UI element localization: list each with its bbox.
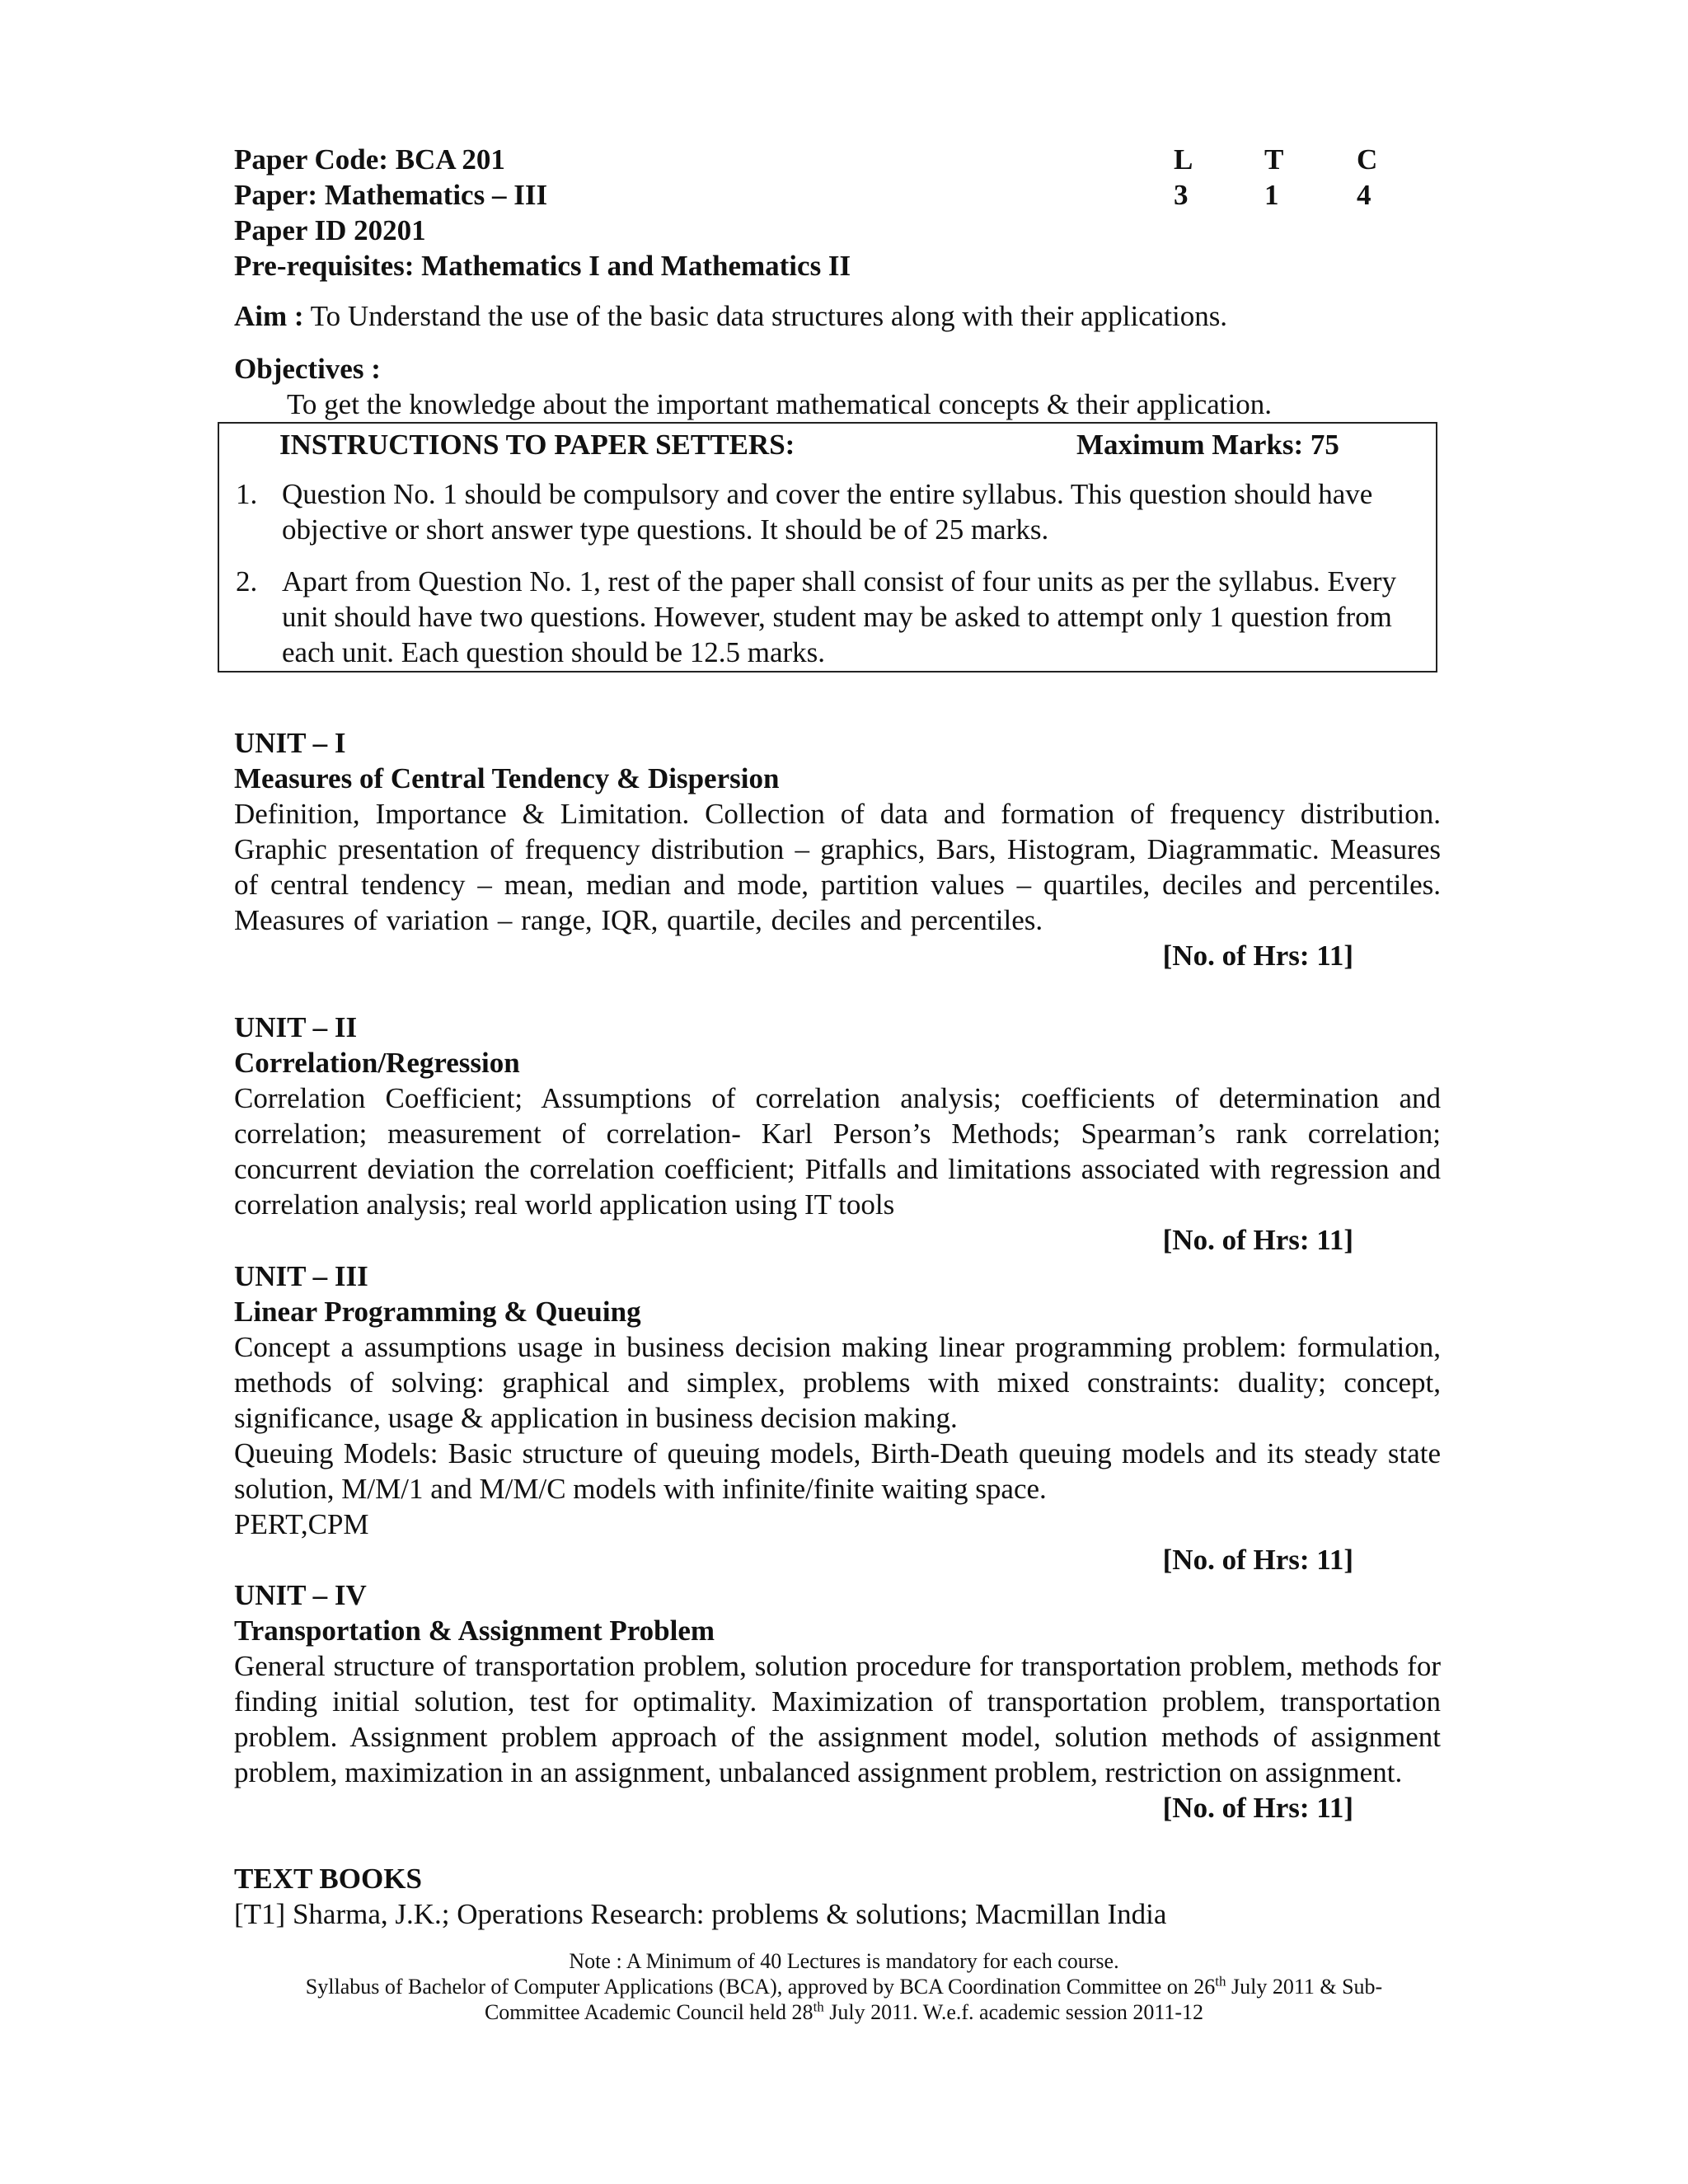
prerequisites: Pre-requisites: Mathematics I and Mathematics II xyxy=(234,250,851,282)
footer xyxy=(0,1948,1688,2025)
unit-4 xyxy=(234,1577,1441,1825)
objectives-section xyxy=(234,351,1441,422)
instructions-heading: INSTRUCTIONS TO PAPER SETTERS: xyxy=(279,429,795,461)
unit-2 xyxy=(234,1010,1441,1258)
objectives-text: To get the knowledge about the important mathematical concepts & their application. xyxy=(287,388,1272,420)
unit-title: UNIT – II xyxy=(234,1011,358,1043)
unit-subtitle: Correlation/Regression xyxy=(234,1047,520,1079)
maximum-marks: Maximum Marks: 75 xyxy=(1076,429,1339,461)
textbooks-heading: TEXT BOOKS xyxy=(234,1863,422,1895)
instruction-number: 1. xyxy=(236,478,258,510)
textbooks-section xyxy=(234,1861,1441,1932)
unit-body: General structure of transportation problem, solution procedure for transportation problem, methods for finding initial solution, test for optimality. Maximization of transportation problem, transportation problem. Assignment problem approach of the assignment model, solution methods of assignment problem, maximization in an assignment, unbalanced assignment problem, restriction on assignment. xyxy=(234,1650,1441,1788)
instruction-text: Apart from Question No. 1, rest of the paper shall consist of four units as per the syllabus. Every unit should have two questions. However, student may be asked to attempt only 1 question from each unit. Each question should be 12.5 marks. xyxy=(282,565,1397,668)
unit-hours: [No. of Hrs: 11] xyxy=(1162,1544,1353,1576)
footer-note: Note : A Minimum of 40 Lectures is mandatory for each course. xyxy=(569,1949,1119,1973)
footer-council-line: Committee Academic Council held 28th July 2011. W.e.f. academic session 2011-12 xyxy=(484,1999,1204,2024)
paper-id: Paper ID 20201 xyxy=(234,214,426,246)
unit-title: UNIT – IV xyxy=(234,1579,367,1611)
ltc-value-c: 4 xyxy=(1357,179,1372,211)
instructions-box xyxy=(218,422,1437,673)
ltc-label-c: C xyxy=(1357,143,1378,176)
unit-subtitle: Measures of Central Tendency & Dispersion xyxy=(234,762,780,794)
unit-body: Correlation Coefficient; Assumptions of correlation analysis; coefficients of determination and correlation; measurement of correlation- Karl Person’s Methods; Spearman’s rank correlation; concurrent deviation the correlation coefficient; Pitfalls and limitations associated with regression and correlation analysis; real world application using IT tools xyxy=(234,1082,1441,1221)
ltc-label-l: L xyxy=(1174,143,1193,176)
unit-title: UNIT – III xyxy=(234,1260,368,1292)
unit-1 xyxy=(234,725,1441,973)
aim-text: To Understand the use of the basic data structures along with their applications. xyxy=(303,300,1228,332)
paper-header xyxy=(234,142,1441,284)
unit-3 xyxy=(234,1258,1441,1577)
instruction-number: 2. xyxy=(236,565,258,598)
unit-title: UNIT – I xyxy=(234,727,346,759)
unit-body: Concept a assumptions usage in business decision making linear programming problem: formulation, methods of solving: graphical and simplex, problems with mixed constraints: duality; concept, significance, usage & application in business decision making. xyxy=(234,1331,1441,1434)
ltc-label-t: T xyxy=(1264,143,1284,176)
footer-approval-line: Syllabus of Bachelor of Computer Applications (BCA), approved by BCA Coordination Committee on 26th July 2011 & Sub- xyxy=(305,1973,1383,1999)
aim-label: Aim : xyxy=(234,300,304,332)
unit-subtitle: Transportation & Assignment Problem xyxy=(234,1615,715,1647)
ltc-value-l: 3 xyxy=(1174,179,1189,211)
aim-section xyxy=(234,298,1441,334)
paper-title: Paper: Mathematics – III xyxy=(234,179,548,211)
unit-body-pert: PERT,CPM xyxy=(234,1508,369,1540)
unit-subtitle: Linear Programming & Queuing xyxy=(234,1296,641,1328)
unit-hours: [No. of Hrs: 11] xyxy=(1162,1792,1353,1824)
ltc-value-t: 1 xyxy=(1264,179,1279,211)
unit-body: Definition, Importance & Limitation. Collection of data and formation of frequency distribution. Graphic presentation of frequency distribution – graphics, Bars, Histogram, Diagrammatic. Measures of central tendency – mean, median and mode, partition values – quartiles, deciles and percentiles. Measures of variation – range, IQR, quartile, deciles and percentiles. xyxy=(234,798,1441,936)
unit-body-queuing: Queuing Models: Basic structure of queuing models, Birth-Death queuing models and its steady state solution, M/M/1 and M/M/C models with infinite/finite waiting space. xyxy=(234,1437,1441,1505)
paper-code: Paper Code: BCA 201 xyxy=(234,143,505,176)
instruction-text: Question No. 1 should be compulsory and cover the entire syllabus. This question should have objective or short answer type questions. It should be of 25 marks. xyxy=(282,478,1373,546)
objectives-label: Objectives : xyxy=(234,353,381,385)
unit-hours: [No. of Hrs: 11] xyxy=(1162,1224,1353,1256)
textbook-item: [T1] Sharma, J.K.; Operations Research: problems & solutions; Macmillan India xyxy=(234,1898,1167,1930)
unit-hours: [No. of Hrs: 11] xyxy=(1162,940,1353,972)
